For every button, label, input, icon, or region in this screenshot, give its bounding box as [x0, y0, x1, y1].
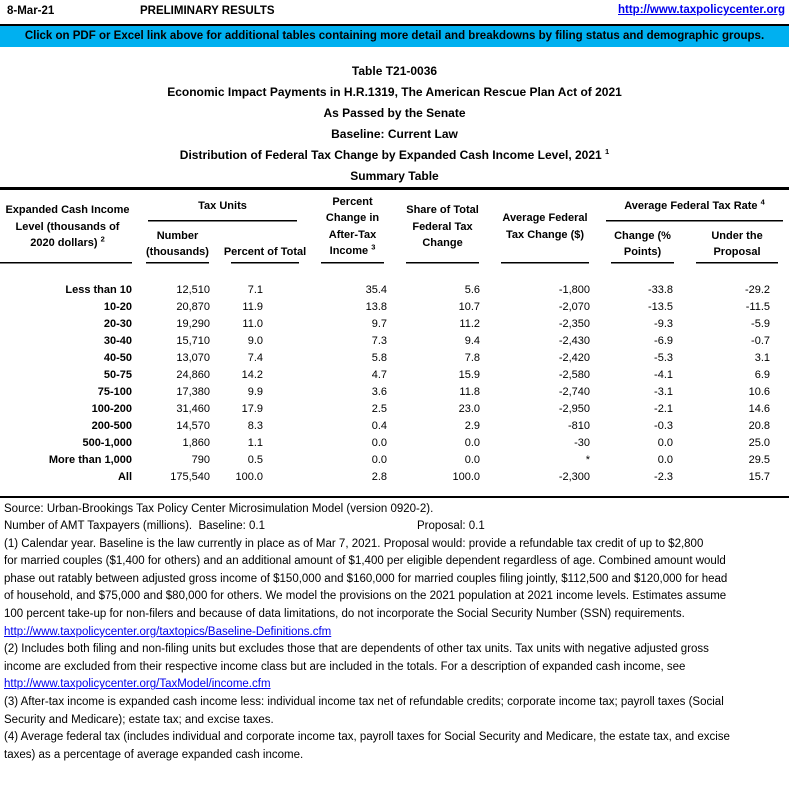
value-cell: 1,860 [182, 436, 210, 449]
value-cell: 9.7 [371, 317, 388, 330]
value-cell: * [585, 453, 591, 466]
value-cell: -5.3 [654, 351, 674, 364]
value-cell: 14,570 [176, 419, 210, 432]
value-cell: -2,350 [558, 317, 591, 330]
distribution-title-text: Distribution of Federal Tax Change by Expanded Cash Income Level, 2021 [179, 148, 602, 162]
value-cell: 0.0 [464, 436, 481, 449]
value-cell: -5.9 [751, 317, 771, 330]
value-cell: 0.0 [464, 453, 481, 466]
header-group-avg-fed-tax-rate [600, 189, 789, 222]
income-level-cell: 50-75 [103, 368, 132, 381]
footnote-ref-2: 2 [100, 234, 105, 244]
value-cell: -2.1 [654, 402, 674, 415]
value-cell: 7.1 [247, 283, 264, 296]
value-cell: 9.9 [247, 385, 264, 398]
subtitle-senate: As Passed by the Senate [323, 106, 466, 120]
value-cell: 9.4 [464, 334, 481, 347]
value-cell: 13.8 [365, 300, 388, 313]
footnote-ref-4: 4 [760, 196, 765, 206]
value-cell: 5.8 [371, 351, 388, 364]
value-cell: 14.2 [241, 368, 264, 381]
value-cell: 6.9 [754, 368, 771, 381]
value-cell: 0.0 [371, 453, 388, 466]
value-cell: 31,460 [176, 402, 210, 415]
amt-proposal-value: Proposal: 0.1 [417, 520, 485, 533]
value-cell: -0.7 [751, 334, 771, 347]
value-cell: 20,870 [176, 300, 210, 313]
value-cell: 5.6 [464, 283, 481, 296]
summary-table-title: Summary Table [350, 169, 439, 183]
amt-baseline-value: Number of AMT Taxpayers (millions). Baseline: 0.1 [4, 520, 265, 533]
value-cell: 11.9 [242, 300, 264, 313]
value-cell: 23.0 [458, 402, 481, 415]
preliminary-results-label: PRELIMINARY RESULTS [140, 5, 275, 17]
footnote-line: (2) Includes both filing and non-filing units but excludes those that are dependents of other tax units. Tax units with negative adjusted gross [4, 643, 709, 656]
value-cell: 17.9 [241, 402, 264, 415]
value-cell: 17,380 [176, 385, 210, 398]
value-cell: -2,950 [558, 402, 591, 415]
value-cell: 9.0 [247, 334, 264, 347]
value-cell: 100.0 [235, 470, 264, 483]
income-level-cell: 500-1,000 [82, 436, 132, 449]
value-cell: -2,300 [558, 470, 591, 483]
value-cell: -30 [574, 436, 591, 449]
value-cell: -3.1 [654, 385, 674, 398]
value-cell: -11.5 [745, 300, 771, 313]
header-income-level-text: Expanded Cash Income Level (thousands of 2020 dollars) [5, 204, 130, 249]
income-level-cell: 20-30 [103, 317, 132, 330]
value-cell: -2,420 [558, 351, 591, 364]
value-cell: -6.9 [654, 334, 674, 347]
value-cell: 24,860 [176, 368, 210, 381]
footnote-line: income are excluded from their respective income class but are included in the totals. For a description of expanded cash income, see [4, 660, 686, 673]
value-cell: 3.1 [754, 351, 771, 364]
income-level-cell: 10-20 [103, 300, 132, 313]
baseline-title: Baseline: Current Law [331, 127, 458, 141]
value-cell: 29.5 [748, 453, 771, 466]
value-cell: 0.4 [371, 419, 388, 432]
header-avg-rate-text: Average Federal Tax Rate [624, 199, 758, 212]
footnote-line: Source: Urban-Brookings Tax Policy Center Microsimulation Model (version 0920-2). [4, 502, 434, 515]
income-level-cell: 200-500 [91, 419, 132, 432]
footnotes-section [0, 501, 789, 765]
value-cell: -33.8 [647, 283, 674, 296]
value-cell: 11.8 [459, 385, 481, 398]
footnote-link[interactable]: http://www.taxpolicycenter.org/TaxModel/income.cfm [4, 678, 271, 691]
value-cell: 15,710 [176, 334, 210, 347]
income-level-cell: All [117, 470, 132, 483]
table-row [0, 418, 789, 435]
value-cell: -2,580 [558, 368, 591, 381]
distribution-table [0, 187, 789, 498]
value-cell: -4.1 [654, 368, 674, 381]
value-cell: 7.8 [464, 351, 481, 364]
footnote-line: (3) After-tax income is expanded cash income less: individual income tax net of refundable credits; corporate income tax; payroll taxes (Social [4, 696, 724, 709]
value-cell: -2,430 [558, 334, 591, 347]
income-level-cell: 40-50 [103, 351, 132, 364]
footnote-line: Security and Medicare); estate tax; and excise taxes. [4, 713, 274, 726]
value-cell: 0.5 [247, 453, 264, 466]
value-cell: -29.2 [744, 283, 771, 296]
table-row [0, 401, 789, 418]
footnote-line: 100 percent take-up for non-filers and because of data limitations, do not incorporate the Social Security Number (SSN) requirements. [4, 608, 685, 621]
value-cell: 19,290 [176, 317, 210, 330]
value-cell: 3.6 [371, 385, 388, 398]
value-cell: -2,070 [558, 300, 591, 313]
value-cell: -9.3 [654, 317, 674, 330]
value-cell: 13,070 [176, 351, 210, 364]
income-level-cell: 100-200 [91, 402, 132, 415]
header-share-total-change: Share of Total Federal Tax Change [395, 189, 490, 264]
title-block [0, 61, 789, 187]
table-row [0, 299, 789, 316]
table-row [0, 384, 789, 401]
table-row [0, 264, 789, 299]
value-cell: 14.6 [748, 402, 771, 415]
header-income-level [0, 189, 135, 264]
value-cell: 0.0 [657, 453, 674, 466]
header-number-thousands: Number (thousands) [135, 222, 220, 264]
value-cell: -2,740 [558, 385, 591, 398]
value-cell: 175,540 [170, 470, 210, 483]
table-row [0, 469, 789, 497]
value-cell: -810 [567, 419, 591, 432]
value-cell: 2.9 [464, 419, 481, 432]
value-cell: 10.7 [458, 300, 481, 313]
footnote-line: taxes) as a percentage of average expanded cash income. [4, 748, 304, 761]
footnote-line: for married couples ($1,400 for others) and an additional amount of $1,400 per eligible dependent regardless of age. Combined amount would [4, 555, 726, 568]
tpc-site-link[interactable]: http://www.taxpolicycenter.org [618, 4, 785, 16]
value-cell: 7.3 [371, 334, 388, 347]
table-row [0, 367, 789, 384]
footnote-line: (4) Average federal tax (includes individual and corporate income tax, payroll taxes for Social Security and Medicare, the estate tax, and excise [4, 731, 730, 744]
table-row [0, 452, 789, 469]
header-pct-change-after-tax [310, 189, 395, 264]
table-row [0, 435, 789, 452]
header-under-the-proposal: Under the Proposal [685, 222, 789, 264]
value-cell: 790 [191, 453, 210, 466]
value-cell: 100.0 [452, 470, 481, 483]
footnote-ref-1: 1 [605, 147, 610, 156]
header-pct-change-text: Percent Change in After-Tax Income [325, 195, 380, 258]
value-cell: 11.0 [242, 317, 264, 330]
table-row [0, 316, 789, 333]
value-cell: -0.3 [654, 419, 674, 432]
value-cell: 12,510 [176, 283, 210, 296]
value-cell: 0.0 [657, 436, 674, 449]
notice-banner: Click on PDF or Excel link above for additional tables containing more detail and breakdowns by filing status and demographic groups. [0, 24, 789, 47]
value-cell: 8.3 [247, 419, 264, 432]
value-cell: -13.5 [647, 300, 674, 313]
report-date: 8-Mar-21 [7, 5, 55, 17]
value-cell: 20.8 [748, 419, 771, 432]
income-level-cell: 75-100 [97, 385, 132, 398]
income-level-cell: Less than 10 [65, 283, 132, 296]
value-cell: 2.5 [371, 402, 388, 415]
footnote-ref-3: 3 [371, 242, 376, 252]
value-cell: 0.0 [371, 436, 388, 449]
table-number-title: Table T21-0036 [351, 64, 438, 78]
footnote-line: (1) Calendar year. Baseline is the law currently in place as of Mar 7, 2021. Proposal would: provide a refundable tax credit of up to $2,800 [4, 537, 704, 550]
income-level-cell: More than 1,000 [48, 453, 132, 466]
top-bar [0, 0, 789, 24]
income-level-cell: 30-40 [103, 334, 132, 347]
value-cell: 11.2 [459, 317, 481, 330]
main-title: Economic Impact Payments in H.R.1319, The American Rescue Plan Act of 2021 [167, 85, 622, 99]
table-row [0, 350, 789, 367]
value-cell: -1,800 [558, 283, 591, 296]
value-cell: 10.6 [748, 385, 771, 398]
value-cell: 15.9 [458, 368, 481, 381]
distribution-title [0, 145, 789, 166]
value-cell: 7.4 [247, 351, 264, 364]
footnote-link[interactable]: http://www.taxpolicycenter.org/taxtopics/Baseline-Definitions.cfm [4, 625, 332, 638]
header-avg-fed-tax-change: Average Federal Tax Change ($) [490, 189, 600, 264]
value-cell: 4.7 [371, 368, 388, 381]
header-rate-change-points: Change (% Points) [600, 222, 685, 264]
value-cell: 35.4 [365, 283, 388, 296]
table-body [0, 264, 789, 497]
header-percent-of-total: Percent of Total [220, 222, 310, 264]
value-cell: -2.3 [654, 470, 674, 483]
amt-taxpayers-line [4, 518, 789, 536]
value-cell: 15.7 [748, 470, 771, 483]
footnote-line: of household, and $75,000 and $80,000 for others. We model the provisions on the 2021 population at 2021 income levels. Estimates assume [4, 590, 727, 603]
value-cell: 25.0 [748, 436, 771, 449]
value-cell: 2.8 [371, 470, 388, 483]
header-group-tax-units: Tax Units [135, 189, 310, 222]
table-row [0, 333, 789, 350]
footnote-line: phase out ratably between adjusted gross income of $150,000 and $160,000 for married couples filing jointly, $112,500 and $120,000 for head [4, 572, 728, 585]
value-cell: 1.1 [247, 436, 264, 449]
